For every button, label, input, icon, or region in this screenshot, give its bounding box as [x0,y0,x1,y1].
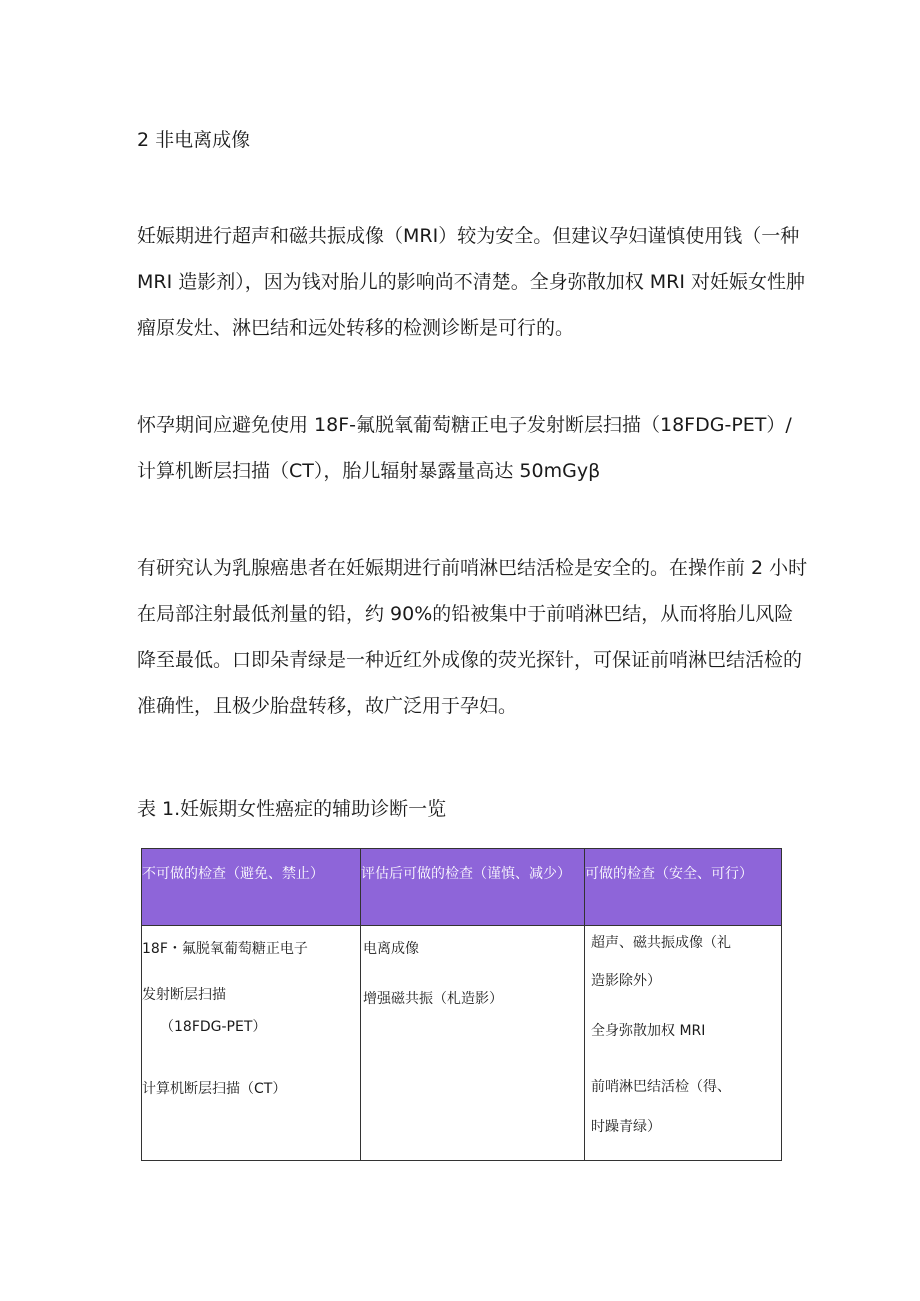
header-cell-avoid [142,849,361,926]
cell-item: 发射断层扫描 [142,987,226,1003]
cell-item: 电离成像 [363,941,419,957]
cell-caution [361,926,585,1161]
header-cell-caution [361,849,585,926]
cell-item: 造影除外） [591,973,661,989]
paragraph-sentinel-node [137,545,808,729]
paragraph-line: MRI 造影剂），因为钱对胎儿的影响尚不清楚。全身弥散加权 MRI 对妊娠女性肿 [137,271,806,293]
table-caption: 表 1.妊娠期女性癌症的辅助诊断一览 [137,798,447,820]
paragraph-line: 有研究认为乳腺癌患者在妊娠期进行前哨淋巴结活检是安全的。在操作前 2 小时 [137,557,808,579]
header-cell-safe [585,849,782,926]
paragraph-line: 瘤原发灶、淋巴结和远处转移的检测诊断是可行的。 [137,317,575,339]
table-row [142,926,782,1161]
cell-item: 时躁青绿） [591,1119,661,1135]
paragraph-line: 怀孕期间应避免使用 18F-氟脱氧葡萄糖正电子发射断层扫描（18FDG-PET）/ [137,414,792,436]
paragraph-mri [137,213,806,351]
header-label: 不可做的检查（避免、禁止） [142,866,324,882]
paragraph-line: 妊娠期进行超声和磁共振成像（MRI）较为安全。但建议孕妇谨慎使用钱（一种 [137,225,800,247]
cell-item: （18FDG-PET） [160,1019,267,1035]
cell-item: 全身弥散加权 MRI [591,1023,706,1039]
table-header-row [142,849,782,926]
cell-safe [585,926,782,1161]
section-heading: 2 非电离成像 [137,129,251,151]
cell-avoid [142,926,361,1161]
cell-item: 超声、磁共振成像（礼 [591,935,731,951]
paragraph-line: 降至最低。口即朵青绿是一种近红外成像的荧光探针，可保证前哨淋巴结活检的 [137,649,803,671]
cell-item: 计算机断层扫描（CT） [142,1081,287,1097]
paragraph-line: 在局部注射最低剂量的铅，约 90%的铅被集中于前哨淋巴结，从而将胎儿风险 [137,603,794,625]
header-label: 评估后可做的检查（谨慎、减少） [361,866,571,882]
cell-item: 前哨淋巴结活检（得、 [591,1079,731,1095]
cell-item: 增强磁共振（札造影） [363,991,503,1007]
paragraph-pet-ct [137,402,797,494]
diagnosis-table [141,848,782,1161]
paragraph-line: 准确性，且极少胎盘转移，故广泛用于孕妇。 [137,695,518,717]
paragraph-line: 计算机断层扫描（CT），胎儿辐射暴露量高达 50mGyβ [137,460,601,482]
cell-item: 18F・氟脱氧葡萄糖正电子 [142,941,308,957]
header-label: 可做的检查（安全、可行） [585,866,753,882]
